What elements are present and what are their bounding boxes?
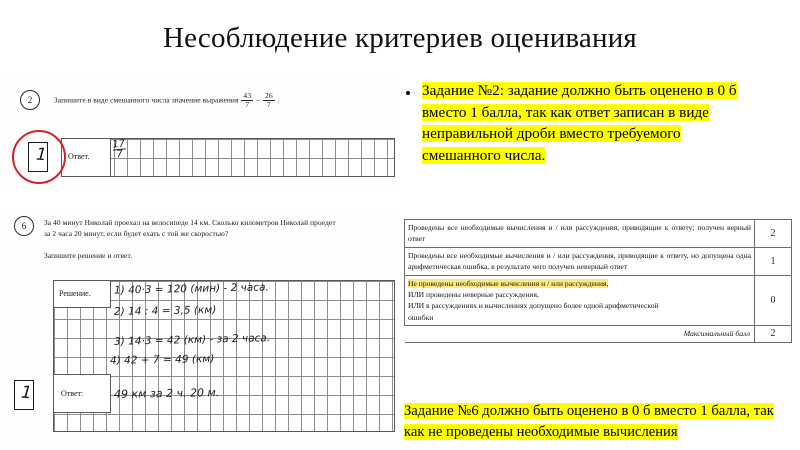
rubric-score-2: 2 bbox=[755, 220, 792, 248]
task2-period: . bbox=[277, 95, 280, 105]
task-number-6: 6 bbox=[14, 216, 34, 236]
task6-handwritten-line-1: 1) 40·3 = 120 (мин) - 2 часа. bbox=[113, 281, 269, 297]
comment2-line3: неправильной дроби вместо требуемого bbox=[422, 125, 681, 142]
comment2-line2: вместо 1 балла, так как ответ записан в виде bbox=[422, 103, 709, 121]
rubric-criterion-0-line3: ИЛИ в рассуждениях и вычислениях допущено более одной арифметической bbox=[408, 301, 659, 311]
rubric-max-label: Максимальный балл bbox=[405, 326, 755, 342]
task2-answer-label: Ответ. bbox=[68, 152, 90, 161]
comment2-line4: смешанного числа. bbox=[422, 146, 546, 164]
rubric-criterion-2: Проведены все необходимые вычисления и / или рассуждения, приводящие к ответу; получен верный ответ bbox=[405, 220, 755, 248]
rubric-criterion-1: Проведены все необходимые вычисления и / или рассуждения, приводящие к ответу, но допущена одна арифметическая ошибка, в результате чего получен неверный ответ bbox=[405, 247, 755, 275]
task6-handwritten-line-3: 3) 14·3 = 42 (км) - за 2 часа. bbox=[113, 332, 271, 348]
comment2-line1: Задание №2: задание должно быть оценено в 0 б bbox=[422, 82, 737, 99]
rubric-row bbox=[405, 220, 792, 248]
comment-task2-block bbox=[404, 80, 796, 166]
rubric-row-max bbox=[405, 326, 792, 342]
task6-answer-label: Ответ: bbox=[61, 389, 84, 398]
task6-solution-label: Решение. bbox=[59, 289, 91, 298]
rubric-criterion-0-line2: ИЛИ проведены неверные рассуждения, bbox=[408, 290, 539, 300]
task2-awarded-score: 1 bbox=[35, 144, 48, 166]
task6-prompt-line-3: Запишите решение и ответ. bbox=[44, 251, 133, 260]
rubric-row bbox=[405, 247, 792, 275]
scan-panel-task6 bbox=[6, 208, 396, 448]
rubric-criterion-0 bbox=[405, 275, 755, 326]
task-number-2: 2 bbox=[20, 90, 40, 110]
task6-awarded-score: 1 bbox=[20, 382, 33, 404]
task2-answer-grid bbox=[61, 138, 395, 177]
task6-handwritten-line-4: 4) 42 + 7 = 49 (км) bbox=[109, 353, 215, 367]
rubric-row bbox=[405, 275, 792, 326]
task2-prompt-text: Запишите в виде смешанного числа значение выражения bbox=[54, 95, 239, 105]
page-title: Несоблюдение критериев оценивания bbox=[163, 22, 637, 54]
task6-prompt-line-1: За 40 минут Николай проехал на велосипеде 14 км. Сколько километров Николай проедет bbox=[44, 218, 336, 227]
rubric-table bbox=[404, 219, 792, 343]
scan-panel-task2 bbox=[6, 74, 396, 192]
comment-task6-block bbox=[404, 401, 796, 443]
rubric-max-score: 2 bbox=[755, 326, 792, 342]
task2-operator: – bbox=[256, 95, 260, 105]
task6-handwritten-answer: 49 км за 2 ч. 20 м. bbox=[113, 386, 220, 401]
comment-task2-text bbox=[422, 80, 796, 166]
task2-handwritten-answer: $\frac{17}{7}$ bbox=[111, 138, 126, 161]
task2-fraction-1: $\frac{43}{7}$ bbox=[243, 91, 252, 109]
rubric-criterion-0-line1: Не проведены необходимые вычисления и / или рассуждения, bbox=[408, 278, 609, 288]
comment6-line2: как не проведены необходимые вычисления bbox=[404, 424, 678, 440]
task6-prompt-line-2: за 2 часа 20 минут, если будет ехать с той же скоростью? bbox=[44, 229, 229, 238]
bullet-icon bbox=[406, 91, 410, 95]
task6-handwritten-line-2: 2) 14 : 4 = 3,5 (км) bbox=[113, 304, 217, 318]
task2-fraction-2: $\frac{26}{7}$ bbox=[264, 91, 273, 109]
rubric-criterion-0-line4: ошибки bbox=[408, 312, 434, 322]
rubric-score-0: 0 bbox=[755, 275, 792, 326]
comment6-line1: Задание №6 должно быть оценено в 0 б вместо 1 балла, так bbox=[404, 403, 774, 419]
rubric-score-1: 1 bbox=[755, 247, 792, 275]
task2-prompt bbox=[54, 92, 384, 108]
